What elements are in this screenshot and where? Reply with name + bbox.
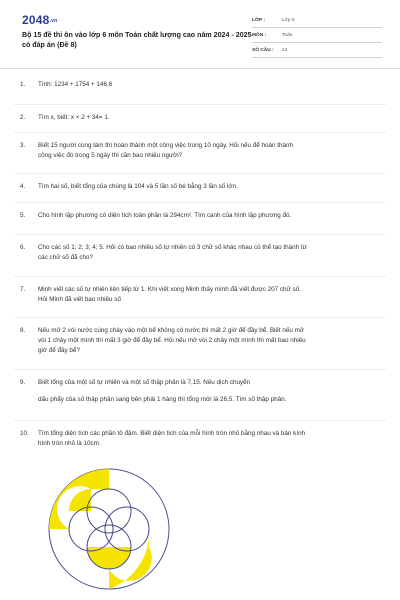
meta-row-subject (252, 28, 382, 43)
question-divider (14, 276, 386, 277)
meta-label: LỚP : (252, 17, 266, 23)
question-line: Tìm x, biết: x × 2 + 34= 1. (38, 114, 110, 121)
question-number: 6. (20, 244, 26, 251)
question-line: hình tròn nhỏ là 10cm. (38, 440, 101, 447)
question-divider (14, 420, 386, 421)
question-divider (14, 234, 386, 235)
question-text (38, 326, 380, 356)
question-line: Cho các số 1; 2; 3; 4; 5. Hỏi có bao nhiêu số tự nhiên có 3 chữ số khác nhau có thể tạo thành từ (38, 244, 307, 251)
question-line: Tìm tổng diện tích các phần tô đậm. Biết diện tích của mỗi hình tròn nhỏ bằng nhau và bán kính (38, 430, 306, 437)
question-line: Hỏi Minh đã viết bao nhiêu số (38, 296, 121, 303)
meta-value: Toán (282, 32, 293, 38)
question-line: công việc đó trong 5 ngày thì cần bao nhiêu người? (38, 152, 183, 159)
question-divider (14, 317, 386, 318)
meta-value: 13 (282, 47, 288, 53)
question-divider (14, 173, 386, 174)
question-line: Minh viết các số tự nhiên liên tiếp từ 1. Khi viết xong Minh thấy mình đã viết được 207 chữ số. (38, 286, 301, 293)
shaded-region-bottom (87, 547, 131, 569)
small-circle-right (105, 507, 149, 551)
site-logo[interactable]: 2048.vn (22, 13, 58, 27)
question-text (38, 113, 380, 123)
question-text (38, 141, 380, 161)
question-line: Tìm hai số, biết tổng của chúng là 104 và 5 lần số bé bằng 3 lần số lớn. (38, 183, 238, 190)
question-line: Biết 15 người cùng làm thì hoàn thành một công việc trong 10 ngày. Hỏi nếu để hoàn thành (38, 142, 294, 149)
question-divider (14, 132, 386, 133)
document-title: Bộ 15 đề thi ôn vào lớp 6 môn Toán chất lượng cao năm 2024 - 2025 có đáp án (Đề 8) (22, 31, 252, 49)
question-divider (14, 202, 386, 203)
question-divider (14, 104, 386, 105)
question-number: 5. (20, 212, 26, 219)
question-line: Nếu mở 2 vòi nước cùng chảy vào một bể không có nước thì mất 2 giờ để đầy bể. Biết nếu mở (38, 327, 305, 334)
question-text (38, 243, 380, 263)
question-text (38, 285, 380, 305)
question-text (38, 182, 380, 192)
question-number: 10. (20, 430, 29, 437)
question-line: Tính: 1234 + 1754 + 146,6 (38, 81, 113, 88)
question-line: các chữ số đã cho? (38, 254, 93, 261)
meta-label: SỐ CÂU : (252, 47, 274, 53)
small-circle-left (69, 507, 113, 551)
meta-label: MÔN : (252, 32, 267, 38)
question-text (38, 211, 380, 221)
question-number: 9. (20, 379, 26, 386)
question-line: Cho hình lập phương có diện tích toàn phần là 294cm². Tìm cạnh của hình lập phương đó. (38, 212, 292, 219)
question-number: 7. (20, 286, 26, 293)
question-number: 3. (20, 142, 26, 149)
meta-value: Lớp 5 (282, 17, 295, 23)
document-header (0, 0, 400, 68)
question-line: vòi 1 chảy một mình thì mất 3 giờ để đầy bể. Hỏi nếu mở vòi 2 chảy một mình thì mất bao nhiêu (38, 337, 306, 344)
header-divider (0, 68, 400, 69)
question-divider (14, 369, 386, 370)
question-number: 1. (20, 81, 26, 88)
question-text (38, 80, 380, 90)
question-10-figure (44, 464, 174, 594)
question-line: Biết tổng của một số tự nhiên và một số thập phân là 7,15. Nếu dịch chuyển (38, 379, 251, 386)
question-number: 8. (20, 327, 26, 334)
question-text (38, 378, 380, 405)
small-circle-top (87, 489, 131, 533)
document-meta (252, 13, 382, 58)
question-text (38, 429, 380, 449)
meta-row-question-count (252, 43, 382, 58)
question-number: 4. (20, 183, 26, 190)
meta-row-grade (252, 13, 382, 28)
question-number: 2. (20, 114, 26, 121)
circles-diagram (44, 464, 174, 594)
question-line: giờ để đầy bể? (38, 347, 80, 354)
question-line: dấu phẩy của số thập phân sang bên phải 1 hàng thì tổng mới là 26,5. Tìm số thập phân. (38, 396, 287, 403)
